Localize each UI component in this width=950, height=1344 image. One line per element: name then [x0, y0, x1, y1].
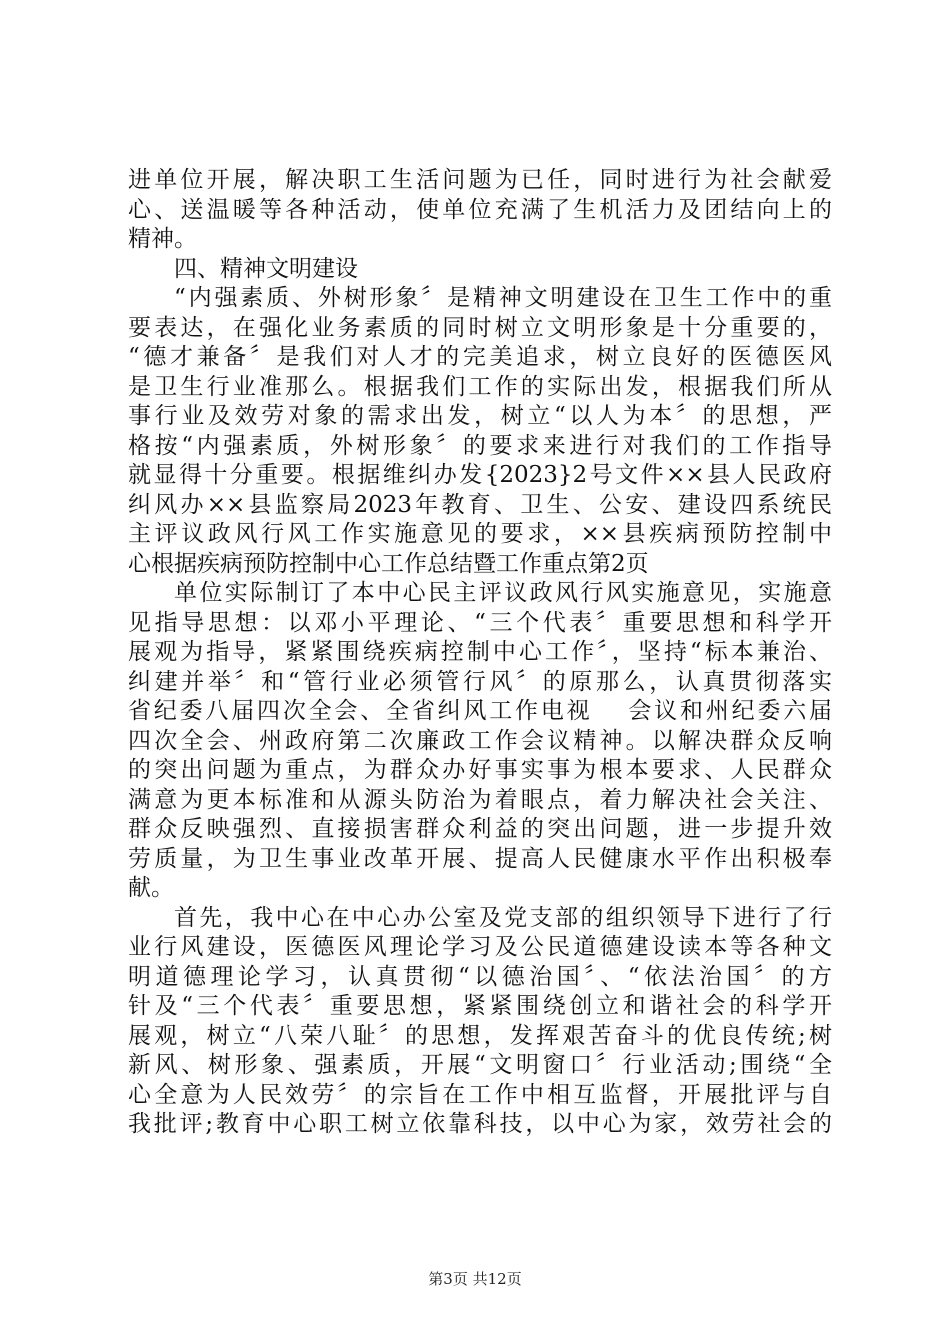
text-line: 展观为指导，紧紧围绕疾病控制中心工作〞，坚持“标本兼治、: [128, 639, 832, 665]
text-line: 针及“三个代表〞重要思想，紧紧围绕创立和谐社会的科学开: [128, 993, 832, 1019]
text-line: 纠风办××县监察局2023年教育、卫生、公安、建设四系统民: [128, 491, 832, 518]
text-line: 我批评;教育中心职工树立依靠科技，以中心为家，效劳社会的: [128, 1111, 832, 1137]
text-line: 四次全会、州政府第二次廉政工作会议精神。以解决群众反响: [128, 727, 832, 754]
text-line: “内强素质、外树形象〞是精神文明建设在卫生工作中的重: [174, 285, 832, 311]
text-line: 是卫生行业准那么。根据我们工作的实际出发，根据我们所从: [128, 373, 832, 400]
body-text: [128, 166, 832, 1140]
text-line: 的突出问题为重点，为群众办好事实事为根本要求、人民群众: [128, 757, 832, 783]
text-line: 格按“内强素质，外树形象〞的要求来进行对我们的工作指导: [128, 432, 832, 459]
text-line: 进单位开展，解决职工生活问题为已任，同时进行为社会献爱: [128, 167, 832, 193]
text-line: 主评议政风行风工作实施意见的要求，××县疾病预防控制中: [128, 521, 832, 547]
text-line: 心、送温暖等各种活动，使单位充满了生机活力及团结向上的: [128, 196, 832, 223]
text-line: 献。: [128, 875, 174, 901]
text-line: 展观，树立“八荣八耻〞的思想，发挥艰苦奋斗的优良传统;树: [128, 1022, 832, 1049]
text-line: 心全意为人民效劳〞的宗旨在工作中相互监督，开展批评与自: [128, 1081, 832, 1108]
text-line: 见指导思想：以邓小平理论、“三个代表〞重要思想和科学开: [128, 609, 832, 636]
text-line: 明道德理论学习，认真贯彻“以德治国〞、“依法治国〞的方: [128, 963, 832, 990]
text-line: 群众反映强烈、直接损害群众利益的突出问题，进一步提升效: [128, 816, 832, 842]
page-number-footer: 第3页 共12页: [428, 1270, 522, 1288]
text-line: 满意为更本标准和从源头防治为着眼点，着力解决社会关注、: [128, 786, 832, 813]
text-line: 首先，我中心在中心办公室及党支部的组织领导下进行了行: [174, 904, 832, 931]
text-line: 省纪委八届四次全会、全省纠风工作电视 会议和州纪委六届: [128, 698, 832, 724]
text-line: 劳质量，为卫生事业改革开展、提高人民健康水平作出积极奉: [128, 845, 832, 872]
text-line: 业行风建设，医德医风理论学习及公民道德建设读本等各种文: [128, 934, 832, 960]
text-line: 事行业及效劳对象的需求出发，树立“以人为本〞的思想，严: [128, 403, 832, 429]
text-line: 纠建并举〞和“管行业必须管行风〞的原那么，认真贯彻落实: [128, 668, 832, 695]
text-line: 单位实际制订了本中心民主评议政风行风实施意见，实施意: [174, 580, 832, 606]
text-line: 新风、树形象、强素质，开展“文明窗口〞行业活动;围绕“全: [128, 1052, 832, 1078]
text-line: 心根据疾病预防控制中心工作总结暨工作重点第2页: [128, 550, 649, 577]
text-line: 精神。: [128, 226, 197, 252]
text-line: 要表达，在强化业务素质的同时树立文明形象是十分重要的，: [128, 314, 832, 341]
section-heading: 四、精神文明建设: [174, 255, 358, 282]
text-line: “德才兼备〞是我们对人才的完美追求，树立良好的医德医风: [128, 344, 832, 370]
text-line: 就显得十分重要。根据维纠办发{2023}2号文件××县人民政府: [128, 462, 832, 488]
